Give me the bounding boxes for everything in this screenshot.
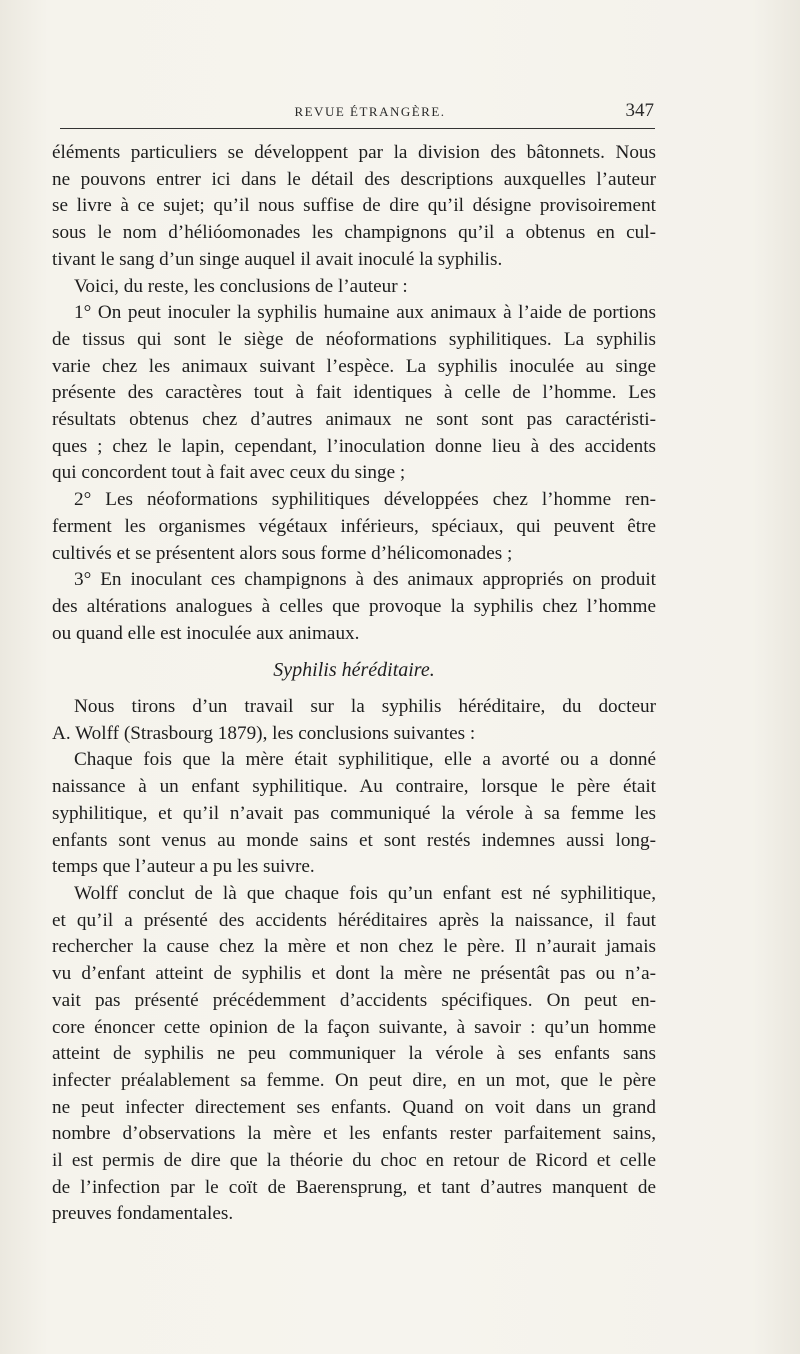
text-line: rechercher la cause chez la mère et non chez le père. Il n’aurait jamais [52, 936, 656, 958]
text-line: de tissus qui sont le siège de néoformations syphilitiques. La syphilis [52, 328, 656, 350]
text-line: des altérations analogues à celles que provoque la syphilis chez l’homme [52, 595, 656, 617]
text-line: éléments particuliers se développent par la division des bâtonnets. Nous [52, 142, 656, 163]
paragraph [52, 487, 656, 567]
text-line: syphilitique, et qu’il n’avait pas communiqué la vérole à sa femme les [52, 802, 656, 824]
text-line: il est permis de dire que la théorie du choc en retour de Ricord et celle [52, 1150, 656, 1172]
text-line: Wolff conclut de là que chaque fois qu’un enfant est né syphilitique, [74, 882, 656, 904]
text-line: enfants sont venus au monde sains et sont restés indemnes aussi long- [52, 829, 656, 851]
text-line: Chaque fois que la mère était syphilitique, elle a avorté ou a donné [74, 749, 656, 771]
text-line: ferment les organismes végétaux inférieurs, spéciaux, qui peuvent être [52, 515, 656, 537]
text-line: A. Wolff (Strasbourg 1879), les conclusions suivantes : [52, 722, 476, 744]
text-line: sous le nom d’hélióomonades les champignons qu’il a obtenus en cul- [52, 222, 656, 244]
text-line: ne pouvons entrer ici dans le détail des descriptions auxquelles l’auteur [52, 168, 656, 190]
text-line: naissance à un enfant syphilitique. Au contraire, lorsque le père était [52, 776, 656, 798]
text-line: infecter préalablement sa femme. On peut dire, en un mot, que le père [52, 1069, 656, 1091]
text-line: 3° En inoculant ces champignons à des animaux appropriés on produit [74, 569, 656, 591]
running-title: REVUE ÉTRANGÈRE. [294, 104, 446, 119]
text-line: présente des caractères tout à fait identiques à celle de l’homme. Les [52, 382, 656, 404]
text-line: Nous tirons d’un travail sur la syphilis héréditaire, du docteur [74, 696, 656, 718]
text-line: ou quand elle est inoculée aux animaux. [52, 622, 360, 644]
body-text [52, 140, 656, 1228]
paragraph [52, 140, 656, 274]
paragraph [52, 274, 656, 301]
text-line: qui concordent tout à fait avec ceux du singe ; [52, 462, 406, 484]
text-line: se livre à ce sujet; qu’il nous suffise de dire qu’il désigne provisoirement [52, 195, 656, 217]
paragraph [52, 567, 656, 647]
text-line: vait pas présenté précédemment d’accidents spécifiques. On peut en- [52, 989, 656, 1011]
text-line: cultivés et se présentent alors sous forme d’hélicomonades ; [52, 542, 513, 564]
paragraph [52, 694, 656, 747]
text-line: varie chez les animaux suivant l’espèce. La syphilis inoculée au singe [52, 355, 656, 377]
text-line: et qu’il a présenté des accidents héréditaires après la naissance, il faut [52, 909, 656, 931]
paragraph [52, 300, 656, 487]
page-number: 347 [625, 100, 654, 121]
text-line: atteint de syphilis ne peu communiquer la vérole à ses enfants sans [52, 1043, 656, 1065]
header-rule [60, 128, 655, 129]
section-heading: Syphilis héréditaire. [273, 659, 435, 682]
page-header [60, 100, 660, 126]
text-line: vu d’enfant atteint de syphilis et dont la mère ne présentât pas ou n’a- [52, 963, 656, 985]
text-line: résultats obtenus chez d’autres animaux ne sont sont pas caractéristi- [52, 409, 656, 431]
paragraph [52, 881, 656, 1228]
text-line: Voici, du reste, les conclusions de l’auteur : [74, 275, 408, 297]
text-line: nombre d’observations la mère et les enfants rester parfaitement sains, [52, 1123, 656, 1145]
paragraph [52, 747, 656, 881]
text-line: 2° Les néoformations syphilitiques développées chez l’homme ren- [74, 489, 656, 511]
text-line: ne peut infecter directement ses enfants. Quand on voit dans un grand [52, 1096, 656, 1118]
text-line: tivant le sang d’un singe auquel il avait inoculé la syphilis. [52, 248, 503, 270]
text-line: ques ; chez le lapin, cependant, l’inoculation donne lieu à des accidents [52, 435, 656, 457]
text-line: core énoncer cette opinion de la façon suivante, à savoir : qu’un homme [52, 1016, 656, 1038]
text-line: de l’infection par le coït de Baerensprung, et tant d’autres manquent de [52, 1176, 656, 1198]
text-line: preuves fondamentales. [52, 1203, 234, 1225]
text-line: 1° On peut inoculer la syphilis humaine aux animaux à l’aide de portions [74, 302, 656, 324]
text-line: temps que l’auteur a pu les suivre. [52, 856, 315, 878]
